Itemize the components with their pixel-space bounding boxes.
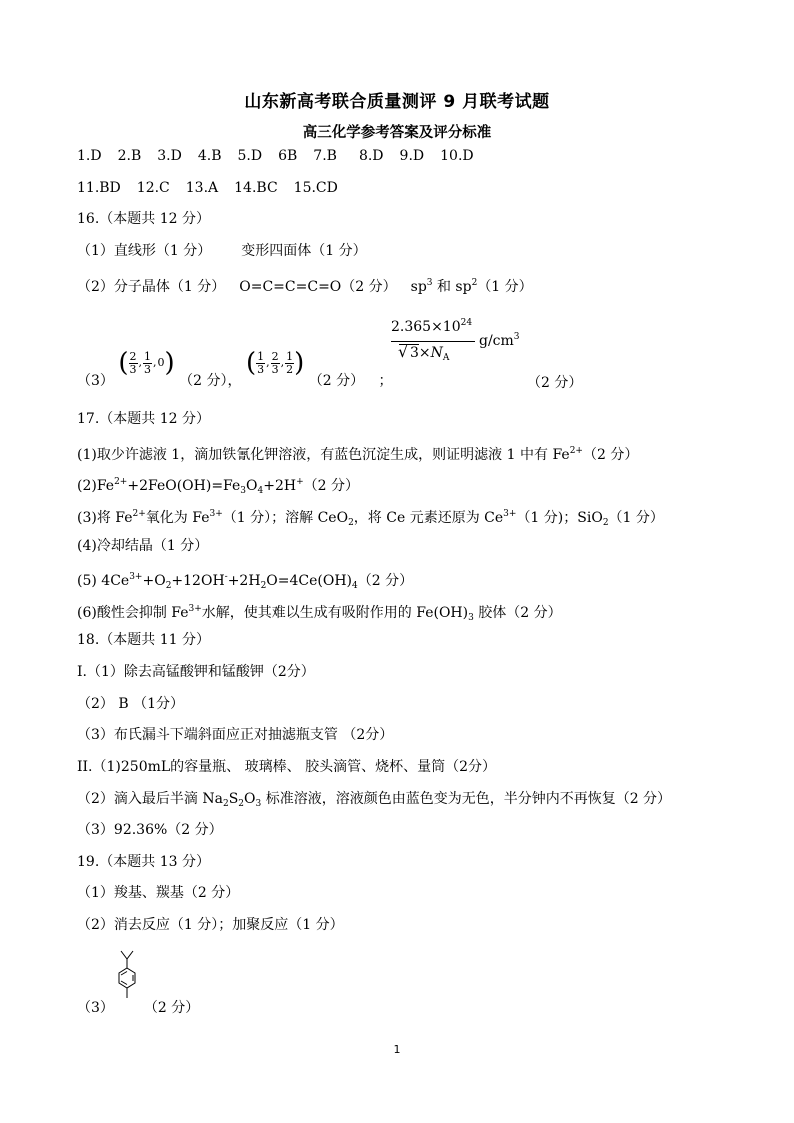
- choice-answer: 4.B: [197, 148, 222, 164]
- q16-part1-a: （1）直线形（1 分）: [77, 243, 212, 259]
- choice-answer: 3.D: [157, 148, 182, 164]
- choice-answer: 12.C: [136, 180, 170, 196]
- q16-part1-b: 变形四面体（1 分）: [241, 243, 367, 259]
- choice-answer: 6B: [278, 148, 298, 164]
- page-number: 1: [393, 1043, 401, 1056]
- choice-answers-row-2: [77, 178, 354, 198]
- choice-answers-row-1: [77, 146, 490, 166]
- q16-part2-b: O=C=C=C=O（2 分）: [239, 279, 397, 295]
- density-unit: $g/cm^3$: [479, 332, 520, 349]
- q17-line5: (5) $4Ce^{3+}+O_2+12OH^-+2H_2O=4Ce(OH)_4(2$ 分）: [77, 572, 414, 591]
- choice-answer: 7.B: [313, 148, 337, 164]
- choice-answer: 5.D: [237, 148, 263, 164]
- q17-line4: (4)冷却结晶（1 分）: [77, 538, 209, 554]
- q16-semicolon: ；: [378, 373, 393, 389]
- choice-answer: 11.BD: [77, 180, 121, 196]
- density-denominator: √ $3\times N_A$: [399, 345, 449, 363]
- choice-answer: 13.A: [185, 180, 219, 196]
- q17-line2: $(2)Fe^{2+}+2FeO(OH)=Fe_3O_4+2H^+(2$ 分）: [77, 477, 360, 496]
- choice-answer: 1.D: [77, 148, 102, 164]
- page-subtitle: 高三化学参考答案及评分标准: [302, 125, 492, 141]
- choice-answer: 8.D: [358, 148, 384, 164]
- q17-line6: (6)酸性会抑制 $Fe^{3+}$水解，使其难以生成有吸附作用的 $Fe(OH)_3$ 胶体（2 分）: [77, 604, 562, 623]
- q17-line3: (3)将 $Fe^{2+}$氧化为 $Fe^{3+}(1$ 分）；溶解 CeO$_2$，将 Ce 元素还原为 $Ce^{3+}(1$ 分)；SiO$_2$（1 分）: [77, 509, 664, 528]
- q16-part3-label: （3）: [77, 373, 114, 389]
- density-numerator: $2.365\times 10^{24}$: [391, 318, 473, 335]
- q18-i-2: （2） B （1分）: [77, 696, 185, 712]
- choice-answer: 9.D: [399, 148, 425, 164]
- q19-header: 19.（本题共 13 分）: [77, 854, 210, 870]
- page-title: 山东新高考联合质量测评 9 月联考试题: [244, 92, 550, 112]
- coordinate-2: ( $\frac{1}{3}$ , $\frac{2}{3}$ , $\frac{1}{2}$ ): [245, 348, 305, 378]
- q17-header: 17.（本题共 12 分）: [77, 411, 210, 427]
- q17-line1: (1)取少许滤液 1，滴加铁氰化钾溶液，有蓝色沉淀生成，则证明滤液 1 中有 $Fe^{2+}(2$ 分）: [77, 446, 639, 463]
- q18-ii-3: （3）92.36%（2 分）: [77, 822, 223, 838]
- q16-part2-c: $sp^3$ 和 $sp^2(1$ 分）: [410, 278, 533, 295]
- coordinate-1: ( $\frac{2}{3}$ , $\frac{1}{3}$ , 0 ): [118, 348, 175, 378]
- q16-part2-a: （2）分子晶体（1 分）: [77, 279, 226, 295]
- q18-i-3: （3）布氏漏斗下端斜面应正对抽滤瓶支管 （2分）: [77, 727, 394, 743]
- q16-coord1-score: （2 分），: [179, 373, 242, 389]
- q18-header: 18.（本题共 11 分）: [77, 632, 210, 648]
- q16-header: 16.（本题共 12 分）: [77, 211, 210, 227]
- choice-answer: 2.B: [117, 148, 142, 164]
- q16-part1: [77, 241, 367, 261]
- choice-answer: 14.BC: [234, 180, 278, 196]
- q19-line2: （2）消去反应（1 分）；加聚反应（1 分）: [77, 917, 344, 933]
- q18-ii-2: （2）滴入最后半滴 $Na_2S_2O_3$ 标准溶液，溶液颜色由蓝色变为无色，半分钟内不再恢复（2 分）: [77, 791, 672, 809]
- q18-ii-1: II.（1)250mL的容量瓶、 玻璃棒、 胶头滴管、烧杯、量筒（2分）: [77, 759, 496, 775]
- q19-line1: （1）羧基、羰基（2 分）: [77, 885, 240, 901]
- choice-answer: 10.D: [440, 148, 474, 164]
- q16-coord2-score: （2 分）: [308, 373, 365, 389]
- q19-line3: （3） （2 分）: [77, 1000, 200, 1016]
- q16-density-score: （2 分）: [527, 375, 583, 391]
- q18-i-1: I.（1）除去高锰酸钾和锰酸钾（2分）: [77, 664, 315, 680]
- q16-part3: [77, 348, 393, 389]
- choice-answer: 15.CD: [293, 180, 338, 196]
- q16-part2: [77, 273, 533, 297]
